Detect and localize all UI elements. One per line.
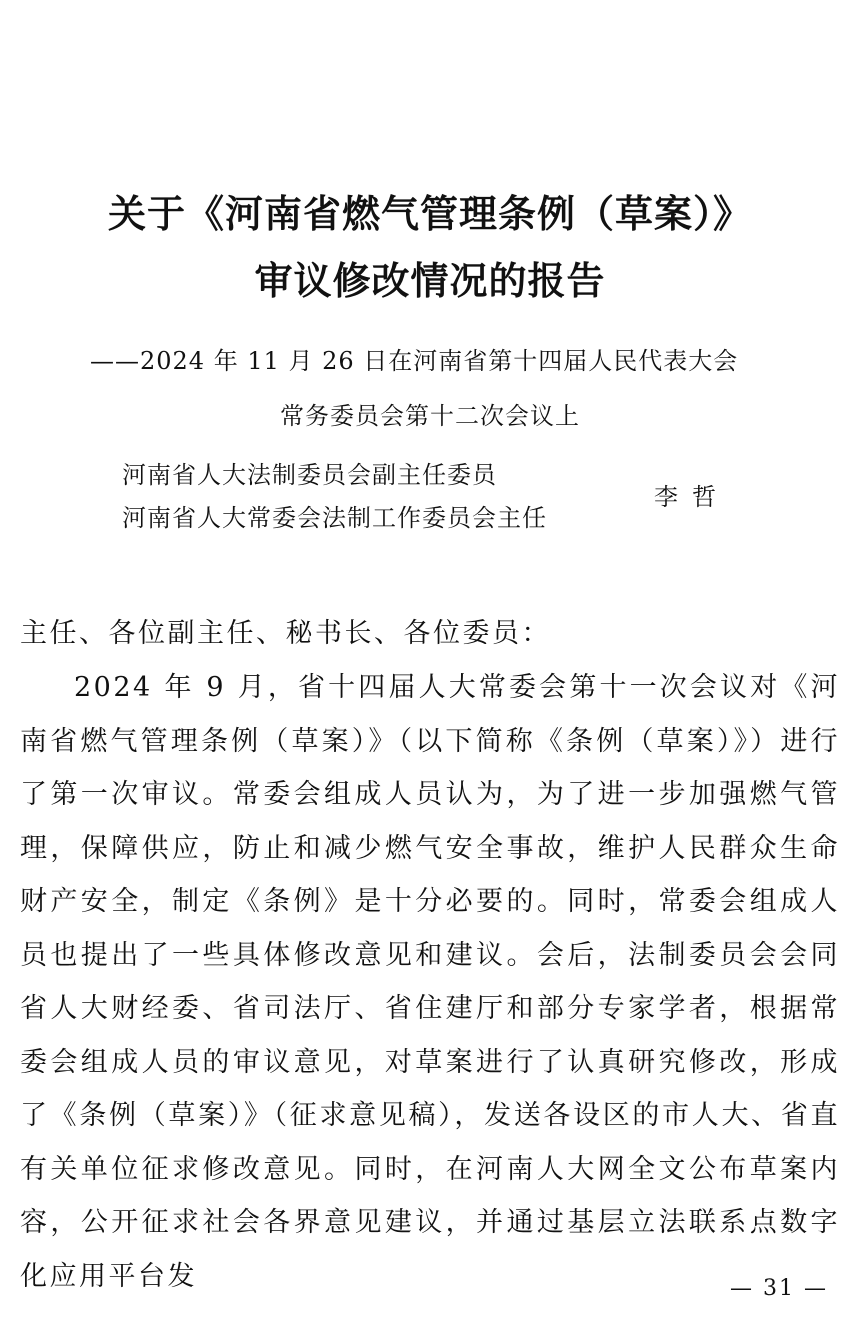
meeting-subtitle-line-1: ——2024 年 11 月 26 日在河南省第十四届人民代表大会 bbox=[90, 347, 739, 375]
speaker-name: 李哲 bbox=[654, 483, 730, 511]
speaker-affiliation-line-1: 河南省人大法制委员会副主任委员 bbox=[122, 461, 497, 489]
speaker-affiliation-line-2: 河南省人大常委会法制工作委员会主任 bbox=[122, 504, 547, 532]
salutation: 主任、各位副主任、秘书长、各位委员： bbox=[20, 618, 551, 649]
body-paragraph: 2024 年 9 月，省十四届人大常委会第十一次会议对《河南省燃气管理条例（草案）》（以下简称《条例（草案）》）进行了第一次审议。常委会组成人员认为，为了进一步加强燃气管理，保障供应，防止和减少燃气安全事故，维护人民群众生命财产安全，制定《条例》是十分必要的。同时，常委会组成人员也提出了一些具体修改意见和建议。会后，法制委员会会同省人大财经委、省司法厅、省住建厅和部分专家学者，根据常委会组成人员的审议意见，对草案进行了认真研究修改，形成了《条例（草案）》（征求意见稿），发送各设区的市人大、省直有关单位征求修改意见。同时，在河南人大网全文公布草案内容，公开征求社会各界意见建议，并通过基层立法联系点数字化应用平台发 bbox=[20, 672, 840, 1292]
report-title-line-2: 审议修改情况的报告 bbox=[254, 259, 606, 303]
meeting-subtitle-line-2: 常务委员会第十二次会议上 bbox=[280, 402, 580, 430]
page-number: — 31 — bbox=[730, 1276, 828, 1301]
report-title-line-1: 关于《河南省燃气管理条例（草案）》 bbox=[107, 192, 752, 236]
